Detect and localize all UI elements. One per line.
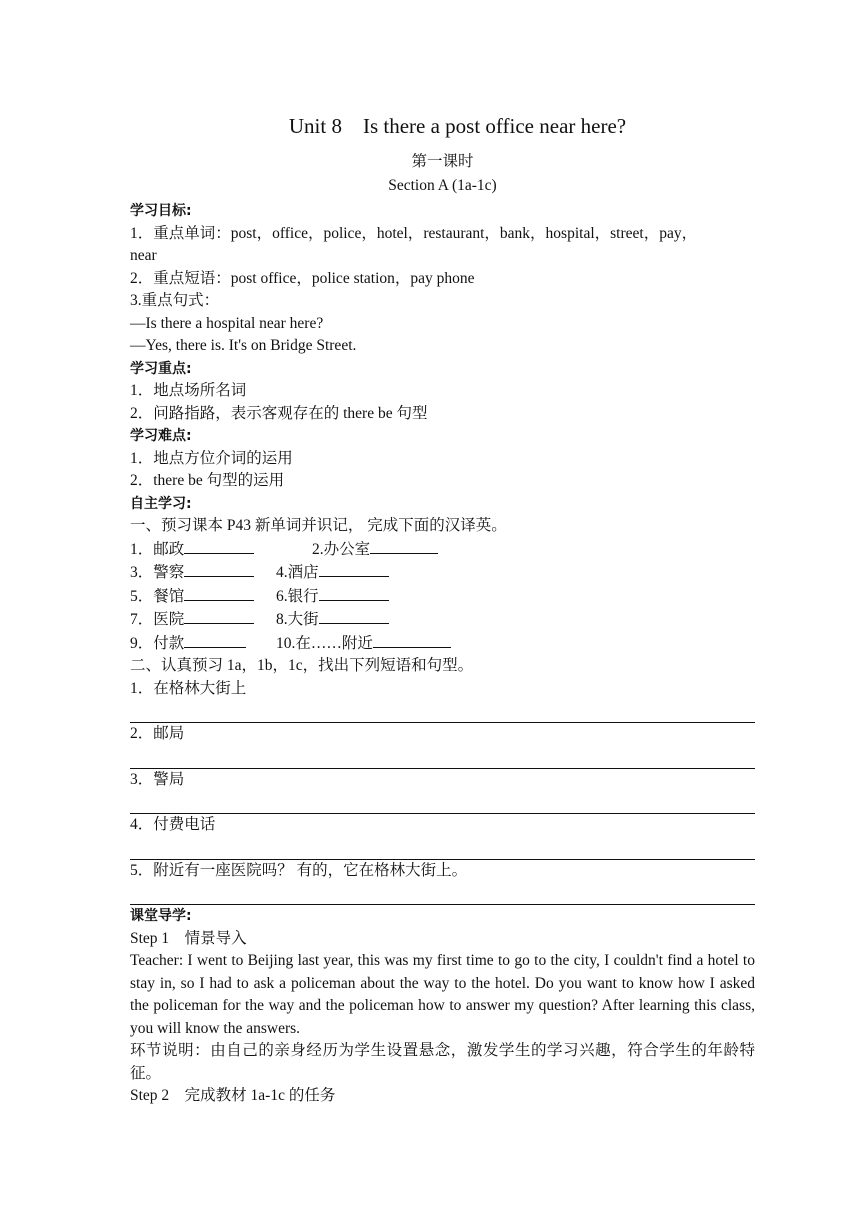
goals-phrases: 2．重点短语：post office，police station，pay phone (130, 269, 475, 287)
phrase-prompt: 3．警局 (130, 770, 185, 788)
goals-sentence-question: —Is there a hospital near here? (130, 314, 324, 332)
difficult-item-2: 2．there be 句型的运用 (130, 472, 285, 489)
word-row (130, 561, 755, 585)
answer-blank[interactable] (319, 561, 389, 577)
answer-blank[interactable] (319, 585, 389, 601)
self-study-part2: 二、认真预习 1a，1b，1c，找出下列短语和句型。 (130, 657, 474, 674)
phrase-prompt: 2．邮局 (130, 725, 185, 742)
word-item: 9．付款 (130, 632, 276, 656)
step-1: Step 1 情景导入 (130, 929, 247, 947)
word-item: 4.酒店 (276, 561, 389, 585)
answer-blank[interactable] (184, 585, 254, 601)
goals-words-line1: 1．重点单词：post，office，police，hotel，restaurant，bank，hospital，street，pay， (130, 224, 698, 242)
answer-line[interactable] (130, 882, 755, 905)
answer-line[interactable] (130, 837, 755, 860)
self-study-heading: 自主学习: (130, 495, 192, 512)
goals-words-line2: near (130, 247, 157, 264)
class-heading: 课堂导学: (130, 908, 192, 924)
word-item: 10.在……附近 (276, 632, 451, 656)
answer-blank[interactable] (370, 538, 438, 554)
key-heading: 学习重点: (130, 360, 192, 377)
word-item: 7．医院 (130, 608, 276, 632)
word-item: 1．邮政 (130, 538, 312, 562)
word-item: 8.大街 (276, 608, 389, 632)
answer-blank[interactable] (184, 632, 246, 648)
phrase-prompt: 4．付费电话 (130, 816, 216, 833)
step-2: Step 2 完成教材 1a-1c 的任务 (130, 1087, 336, 1104)
key-item-2: 2．问路指路，表示客观存在的 there be 句型 (130, 404, 428, 422)
difficult-heading: 学习难点: (130, 428, 192, 444)
word-row (130, 538, 755, 562)
answer-line[interactable] (130, 700, 755, 723)
section-label: Section A (1a-1c) (388, 177, 497, 194)
word-row (130, 608, 755, 632)
difficult-item-1: 1．地点方位介词的运用 (130, 449, 293, 467)
word-row (130, 585, 755, 609)
answer-blank[interactable] (319, 608, 389, 624)
step-note: 环节说明：由自己的亲身经历为学生设置悬念，激发学生的学习兴趣，符合学生的年龄特征。 (130, 1042, 755, 1082)
answer-blank[interactable] (184, 608, 254, 624)
word-item: 6.银行 (276, 585, 389, 609)
goals-sentences-label: 3.重点句式： (130, 292, 220, 309)
answer-blank[interactable] (184, 538, 254, 554)
goals-heading: 学习目标: (130, 203, 192, 219)
word-row (130, 632, 755, 656)
worksheet-page (130, 112, 755, 1108)
phrase-prompt: 5．附近有一座医院吗？ 有的，它在格林大街上。 (130, 861, 468, 879)
answer-line[interactable] (130, 791, 755, 814)
word-item: 2.办公室 (312, 538, 438, 562)
answer-blank[interactable] (184, 561, 254, 577)
word-item: 5．餐馆 (130, 585, 276, 609)
self-study-part1: 一、预习课本 P43 新单词并识记， 完成下面的汉译英。 (130, 517, 507, 534)
teacher-paragraph: Teacher: I went to Beijing last year, this was my first time to go to the city, I couldn't find a hotel to stay in, so I had to ask a policeman about the way to the hotel. Do you want to know how I asked the policeman for the way and the policeman how to answer my question? After learning this class, you will know the answers. (130, 952, 755, 1037)
answer-blank[interactable] (373, 632, 451, 648)
answer-line[interactable] (130, 746, 755, 769)
phrase-prompt: 1．在格林大街上 (130, 679, 247, 697)
goals-sentence-answer: —Yes, there is. It's on Bridge Street. (130, 337, 357, 354)
lesson-number: 第一课时 (411, 153, 474, 170)
key-item-1: 1．地点场所名词 (130, 382, 247, 399)
word-item: 3．警察 (130, 561, 276, 585)
unit-title: Unit 8 Is there a post office near here? (288, 114, 627, 138)
